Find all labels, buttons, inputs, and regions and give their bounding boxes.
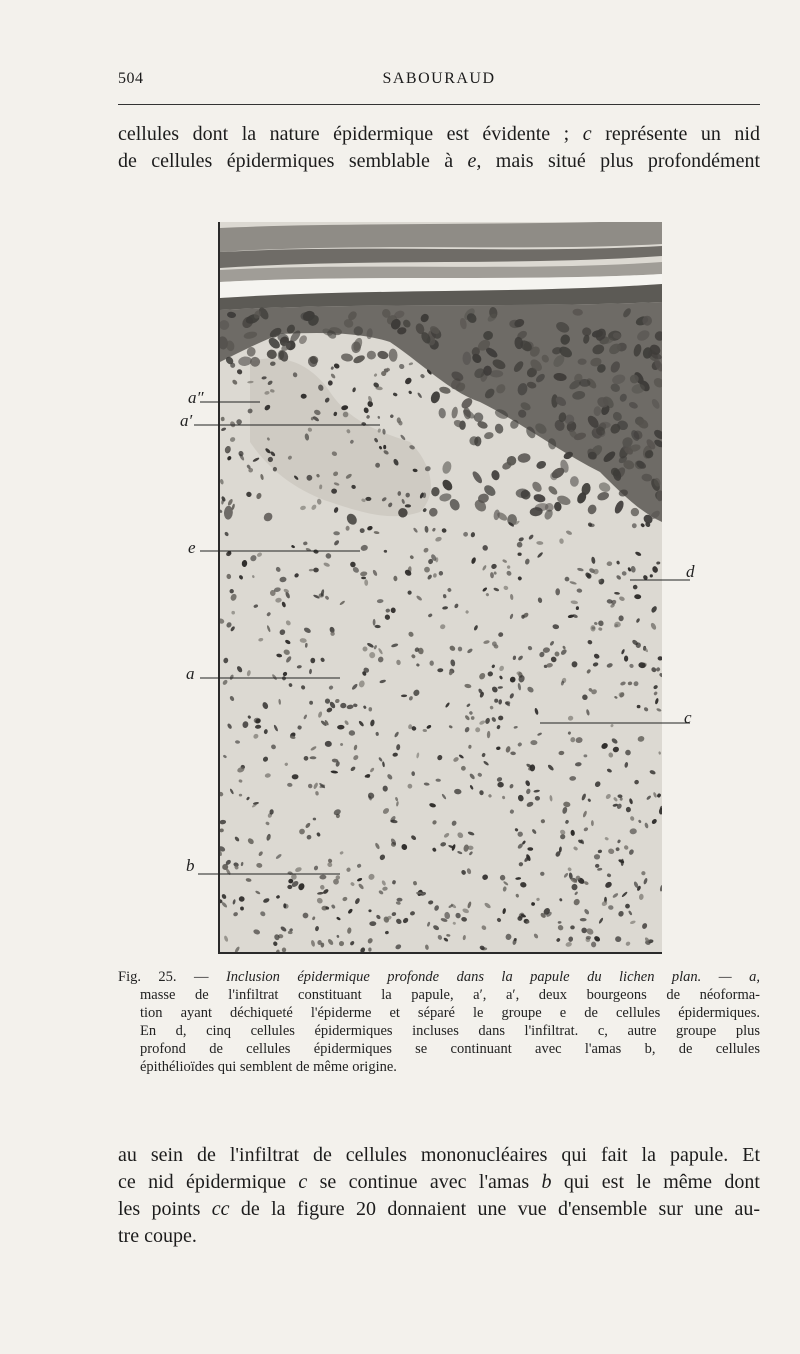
label-b: b (186, 856, 195, 875)
histology-figure (218, 222, 662, 954)
text-line: de cellules épidermiques semblable à e, mais situé plus profondément (118, 150, 761, 172)
text-line: cellules dont la nature épidermique est évidente ; c représente un nid (118, 123, 760, 145)
label-e: e (188, 538, 196, 557)
page-number: 504 (118, 70, 144, 87)
label-a-prime: a′ (180, 411, 193, 430)
label-d: d (686, 562, 695, 581)
caption-line: tion ayant déchiqueté l'épiderme et séparé le groupe e de cellules épidermiques. (140, 1005, 760, 1021)
caption-line: profond de cellules épidermiques se continuant avec l'amas b, de cellules (140, 1041, 760, 1057)
running-head (118, 70, 760, 92)
caption-line: En d, cinq cellules épidermiques incluses dans l'infiltrat. c, autre groupe plus (140, 1023, 760, 1039)
label-c: c (684, 708, 692, 727)
label-a: a (186, 664, 195, 683)
figure-caption (118, 968, 760, 1076)
text-line: ce nid épidermique c se continue avec l'amas b qui est le même dont (118, 1171, 760, 1193)
text-line: au sein de l'infiltrat de cellules mononucléaires qui fait la papule. Et (118, 1144, 760, 1166)
bottom-paragraph (118, 1142, 760, 1250)
caption-line: Fig. 25. — Inclusion épidermique profonde dans la papule du lichen plan. — a, (118, 969, 760, 985)
top-paragraph (118, 121, 760, 175)
text-line: tre coupe. (118, 1225, 197, 1247)
header-rule (118, 104, 760, 105)
running-title: SABOURAUD (382, 70, 496, 87)
text-line: les points cc de la figure 20 donnaient une vue d'ensemble sur une au- (118, 1198, 760, 1220)
caption-line: épithélioïdes qui semblent de même origine. (140, 1059, 397, 1075)
label-a-double-prime: a″ (188, 388, 204, 407)
histology-illustration (220, 222, 662, 952)
caption-line: masse de l'infiltrat constituant la papule, a′, a′, deux bourgeons de néoforma- (140, 987, 760, 1003)
